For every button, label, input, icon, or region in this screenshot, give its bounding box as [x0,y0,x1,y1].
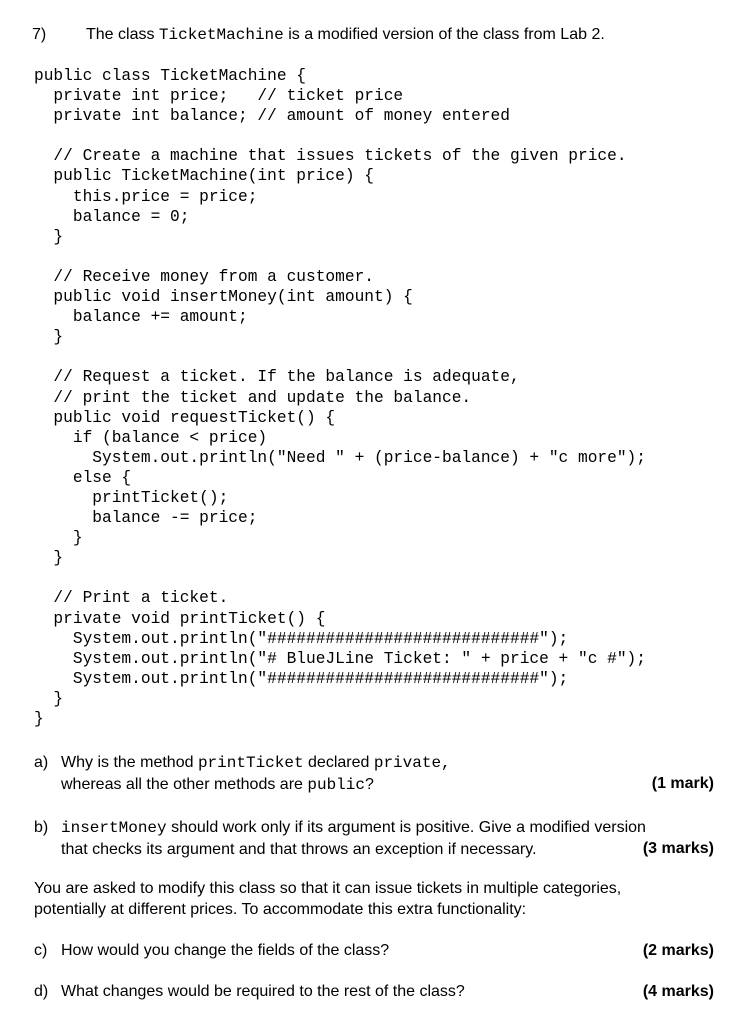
question-heading [32,26,605,44]
code-line: } [34,549,64,568]
part-a-code-3: public [307,776,365,794]
part-d-label: d) [34,983,49,1000]
paragraph-line-1: You are asked to modify this class so that it can issue tickets in multiple categories, [34,880,622,897]
part-a-text-2: declared [303,754,374,771]
code-line: // Print a ticket. [34,589,229,608]
part-c-label: c) [34,942,48,959]
code-line: else { [34,468,132,487]
part-a-code-2: private, [373,754,451,772]
code-line: public class TicketMachine { [34,67,306,85]
code-line: } [34,328,64,347]
code-line [34,126,646,146]
code-line: printTicket(); [34,488,229,507]
part-c [34,940,714,961]
part-d-text: What changes would be required to the rest of the class? [61,983,465,1000]
code-line: private int balance; // amount of money entered [34,107,510,126]
code-line [34,247,646,267]
part-c-marks: (2 marks) [642,942,714,959]
code-line: } [34,529,83,548]
instructions-paragraph [34,878,714,920]
part-b-text-1: should work only if its argument is positive. Give a modified version [166,819,646,836]
code-line: } [34,689,64,708]
part-a-line-2 [61,774,714,796]
part-d-marks: (4 marks) [642,983,714,1000]
part-b-code-1: insertMoney [61,819,167,837]
code-line: public TicketMachine(int price) { [34,167,374,186]
part-a-label: a) [34,754,49,771]
part-b [34,817,714,860]
part-b-line-1 [61,817,714,839]
part-b-line-2: that checks its argument and that throws an exception if necessary. [61,841,537,858]
code-line: balance += amount; [34,308,248,327]
code-line: } [34,710,44,728]
code-line [34,347,646,367]
code-line: // print the ticket and update the balance. [34,388,472,407]
code-line: private void printTicket() { [34,609,326,628]
code-line: // Create a machine that issues tickets of the given price. [34,147,627,166]
part-a-text-1: Why is the method [61,754,198,771]
code-line [34,568,646,588]
code-listing [34,66,646,729]
part-a-text-3: whereas all the other methods are [61,776,308,793]
intro-class-name: TicketMachine [158,26,284,44]
code-line: System.out.println("Need " + (price-balance) + "c more"); [34,448,646,467]
paragraph-line-2: potentially at different prices. To accommodate this extra functionality: [34,901,527,918]
part-a [34,752,714,796]
intro-text-before: The class [86,26,159,43]
intro-text-after: is a modified version of the class from Lab 2. [283,26,605,43]
code-line: balance = 0; [34,207,190,226]
code-line: System.out.println("############################"); [34,629,569,648]
code-line: } [34,227,64,246]
part-a-line-1 [61,752,714,774]
code-line: public void requestTicket() { [34,408,336,427]
part-b-marks: (3 marks) [642,840,714,857]
code-line: private int price; // ticket price [34,87,404,106]
code-line: System.out.println("# BlueJLine Ticket: " + price + "c #"); [34,649,646,668]
code-line: // Receive money from a customer. [34,267,374,286]
question-number: 7) [32,26,47,43]
code-line: balance -= price; [34,509,258,528]
part-b-label: b) [34,819,49,836]
part-a-code-1: printTicket [197,754,304,772]
code-line: public void insertMoney(int amount) { [34,288,413,307]
code-line: this.price = price; [34,187,258,206]
code-line: if (balance < price) [34,428,268,447]
code-line: // Request a ticket. If the balance is adequate, [34,368,520,387]
part-a-marks: (1 mark) [651,775,714,792]
part-c-text: How would you change the fields of the class? [61,942,390,959]
part-a-text-4: ? [364,776,374,793]
code-line: System.out.println("############################"); [34,669,569,688]
part-d [34,981,714,1002]
